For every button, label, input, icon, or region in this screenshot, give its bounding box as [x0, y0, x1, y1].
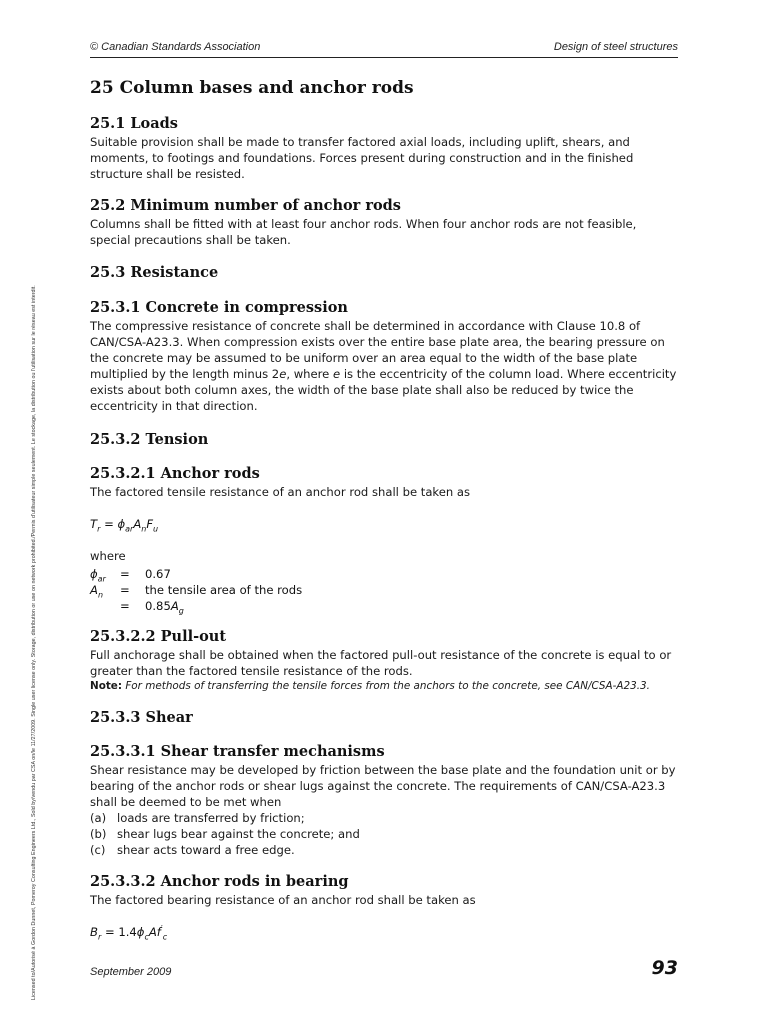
- paragraph-25-2: Columns shall be fitted with at least four anchor rods. When four anchor rods are not feasible, special precautions shall be taken.: [90, 217, 637, 247]
- definition-symbol: [90, 599, 120, 615]
- eq-sub-ar: ar: [125, 524, 134, 534]
- main-content: [90, 76, 680, 942]
- where-label: where: [90, 549, 126, 563]
- eq-equals: =: [100, 517, 118, 531]
- list-marker: (b): [90, 827, 107, 841]
- def-sub: ar: [97, 574, 106, 584]
- def-tail-sym: A: [170, 599, 179, 613]
- where-definitions: [90, 567, 302, 615]
- eq-symbol-f: F: [146, 517, 154, 531]
- list-item-text: loads are transferred by friction;: [117, 811, 305, 825]
- definition-row: [90, 583, 302, 599]
- eq-symbol-t: T: [90, 517, 98, 531]
- eq-sub-r: r: [97, 932, 102, 942]
- variable-e: e: [333, 367, 341, 381]
- eq-symbol-f: f: [156, 925, 161, 939]
- def-value: 0.85: [145, 599, 171, 613]
- heading-25-3-2-2: 25.3.2.2 Pull-out: [90, 628, 227, 645]
- paragraph-25-3-1-part-1: The compressive resistance of concrete shall be determined in accordance with Clause 10.8 of CAN/CSA-A23.3. When compression exists over the entire base plate area, the bearing pressure on the concrete may be assumed to be uniform over an area equal to the width of the base plate multiplied by the length minus 2: [90, 319, 665, 381]
- heading-25-3-3-2: 25.3.3.2 Anchor rods in bearing: [90, 873, 349, 890]
- paragraph-25-3-1: [90, 318, 680, 414]
- heading-25-3-2-1: 25.3.2.1 Anchor rods: [90, 465, 260, 482]
- definition-equals: =: [120, 599, 130, 613]
- note-label: Note:: [90, 680, 123, 692]
- heading-25-1: 25.1 Loads: [90, 115, 178, 132]
- equation-bearing-resistance: [90, 924, 680, 942]
- definition-row: [90, 599, 302, 615]
- definition-text: the tensile area of the rods: [145, 583, 303, 597]
- definition-equals: =: [120, 567, 130, 581]
- list-item: [90, 810, 680, 826]
- header-rule: [90, 57, 678, 58]
- eq-sub-c: c: [144, 932, 149, 942]
- list-item: [90, 826, 680, 842]
- heading-25-3: 25.3 Resistance: [90, 264, 219, 281]
- def-sym: A: [90, 583, 98, 597]
- eq-symbol-a: A: [133, 517, 142, 531]
- eq-symbol-phi: ϕ: [117, 517, 126, 531]
- definition-row: [90, 567, 302, 583]
- chapter-title: 25 Column bases and anchor rods: [90, 78, 414, 98]
- heading-25-3-2: 25.3.2 Tension: [90, 431, 209, 448]
- note-25-3-2-2: [90, 679, 680, 693]
- definition-symbol: [90, 583, 120, 599]
- heading-25-3-3: 25.3.3 Shear: [90, 709, 193, 726]
- list-marker: (c): [90, 843, 106, 857]
- running-header: [90, 41, 678, 57]
- side-license-text: Licensed to/Autorisé à Gordon Dunnet, Pomeroy Consulting Engineers Ltd., Sold by/vendu par CSA on/le 11/27/2009. Single user license only. Storage, distribution or use on network prohibited./Permis d'utilisateur simple seulement. Le stockage, la distribution ou l'utilisation sur le réseau est interdit.: [31, 285, 37, 1000]
- definition-symbol: [90, 567, 120, 583]
- eq-sub-n: n: [141, 524, 147, 534]
- list-marker: (a): [90, 811, 107, 825]
- def-sym: ϕ: [90, 567, 98, 581]
- note-text: For methods of transferring the tensile forces from the anchors to the concrete, see CAN/CSA-A23.3.: [122, 680, 650, 692]
- eq-symbol-phi: ϕ: [136, 925, 145, 939]
- paragraph-25-3-3-1: Shear resistance may be developed by friction between the base plate and the foundation unit or by bearing of the anchor rods or shear lugs against the concrete. The requirements of CAN/CSA-A23.3 shall be deemed to be met when: [90, 763, 676, 809]
- list-item-text: shear acts toward a free edge.: [117, 843, 295, 857]
- header-document-title: Design of steel structures: [553, 41, 678, 53]
- list-item-text: shear lugs bear against the concrete; and: [117, 827, 360, 841]
- heading-25-3-3-1: 25.3.3.1 Shear transfer mechanisms: [90, 743, 385, 760]
- header-publisher: © Canadian Standards Association: [90, 41, 261, 53]
- eq-sub-u: u: [153, 524, 159, 534]
- equation-tensile-resistance: [90, 517, 680, 534]
- definition-equals: =: [120, 583, 130, 597]
- paragraph-25-3-3-2: The factored bearing resistance of an anchor rod shall be taken as: [90, 893, 476, 907]
- eq-coefficient: = 1.4: [101, 925, 137, 939]
- definition-text: [145, 599, 302, 615]
- heading-25-2: 25.2 Minimum number of anchor rods: [90, 197, 401, 214]
- eq-symbol-a: A: [148, 925, 157, 939]
- def-sub: n: [97, 590, 104, 600]
- heading-25-3-1: 25.3.1 Concrete in compression: [90, 299, 348, 316]
- paragraph-25-1: Suitable provision shall be made to transfer factored axial loads, including uplift, shears, and moments, to footings and foundations. Forces present during construction and in the finished structure shall be resisted.: [90, 135, 634, 181]
- paragraph-25-3-2-2: Full anchorage shall be obtained when the factored pull-out resistance of the concrete is equal to or greater than the factored tensile resistance of the rods.: [90, 648, 672, 678]
- eq-prime: ′: [160, 924, 163, 934]
- paragraph-25-3-1-part-2: , where: [286, 367, 333, 381]
- variable-e: e: [279, 367, 287, 381]
- paragraph-25-3-2-1: The factored tensile resistance of an anchor rod shall be taken as: [90, 485, 471, 499]
- list-item: [90, 842, 680, 858]
- definition-text: 0.67: [145, 567, 171, 581]
- footer-date: September 2009: [90, 966, 172, 978]
- eq-sub-r: r: [97, 524, 101, 534]
- def-tail-sub: g: [178, 606, 184, 616]
- conditions-list: [90, 810, 680, 858]
- eq-symbol-b: B: [90, 925, 98, 939]
- paragraph-25-3-1-part-3: is the eccentricity of the column load. Where eccentricity exists about both column axes, the width of the base plate shall also be reduced by twice the eccentricity in that direction.: [90, 367, 677, 413]
- eq-sub-c: c: [162, 932, 168, 942]
- page-number: 93: [651, 957, 678, 979]
